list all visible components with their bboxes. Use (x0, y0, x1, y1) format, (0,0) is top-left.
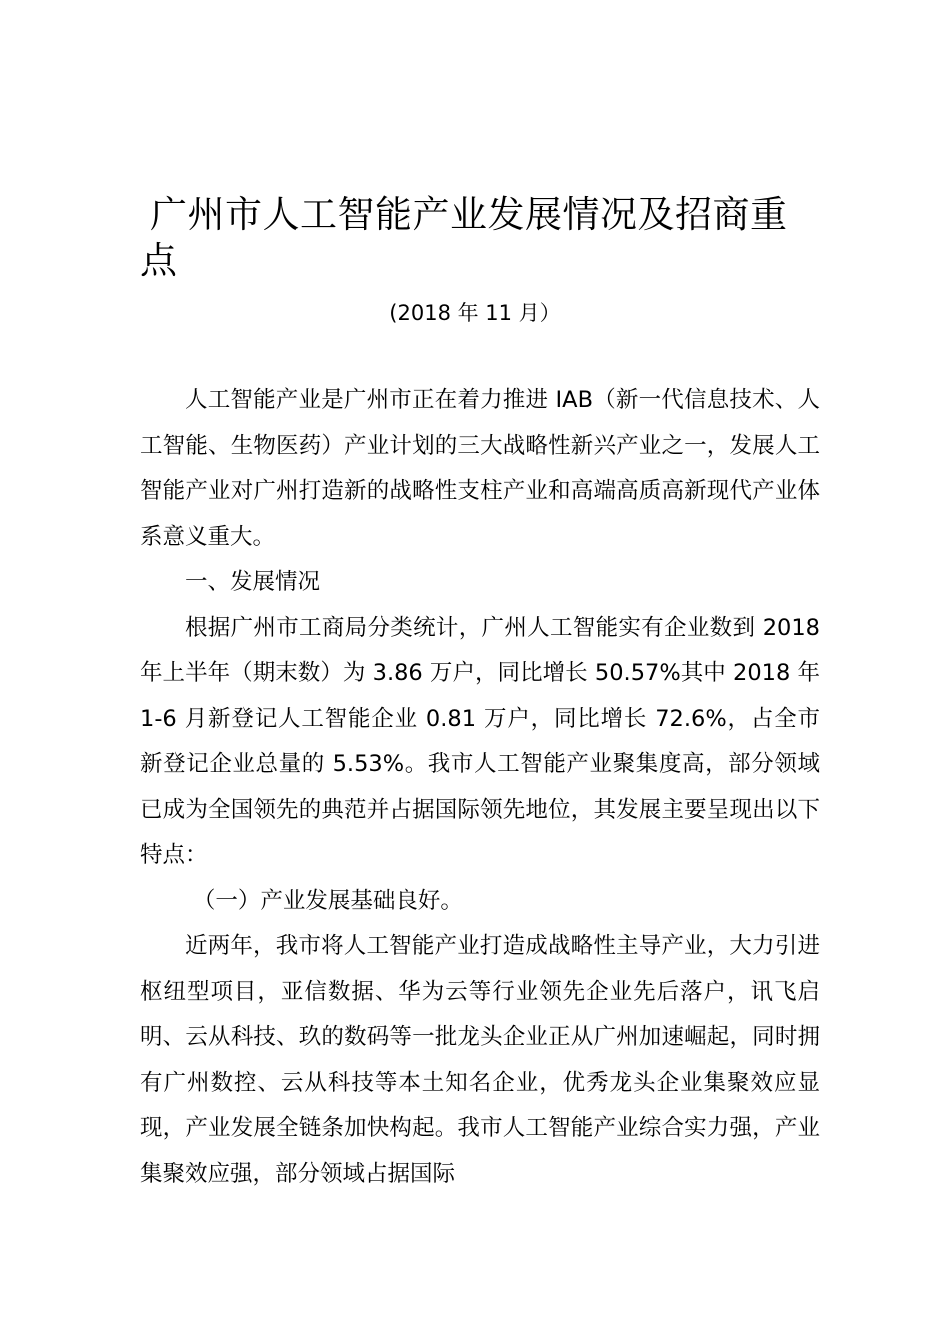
statistics-paragraph: 根据广州市工商局分类统计，广州人工智能实有企业数到 2018 年上半年（期末数）为 3.86 万户，同比增长 50.57%其中 2018 年 1-6 月新登记人工智能企业 0.81 万户，同比增长 72.6%，占全市新登记企业总量的 5.53%。我市人工智能产业聚集度高，部分领域已成为全国领先的典范并占据国际领先地位，其发展主要呈现出以下特点： (140, 614, 820, 868)
document-body (140, 378, 820, 1197)
intro-paragraph: 人工智能产业是广州市正在着力推进 IAB（新一代信息技术、人工智能、生物医药）产业计划的三大战略性新兴产业之一，发展人工智能产业对广州打造新的战略性支柱产业和高端高质高新现代产业体系意义重大。 (140, 387, 820, 550)
document-date: (2018 年 11 月） (389, 301, 561, 325)
foundation-paragraph: 近两年，我市将人工智能产业打造成战略性主导产业，大力引进枢纽型项目，亚信数据、华为云等行业领先企业先后落户，讯飞启明、云从科技、玖的数码等一批龙头企业正从广州加速崛起，同时拥有广州数控、云从科技等本土知名企业，优秀龙头企业集聚效应显现，产业发展全链条加快构起。我市人工智能产业综合实力强，产业集聚效应强，部分领域占据国际 (140, 933, 820, 1187)
document-title: 广州市人工智能产业发展情况及招商重点 (140, 193, 788, 282)
section-heading-development: 一、发展情况 (185, 569, 321, 595)
subsection-heading-foundation: （一）产业发展基础良好。 (192, 887, 463, 914)
